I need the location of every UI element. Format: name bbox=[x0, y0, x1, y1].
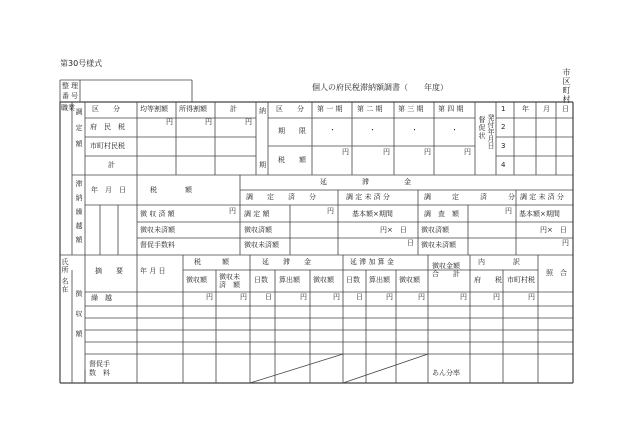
chotei-header-kintou: 均等割額 bbox=[140, 105, 168, 113]
choshu-yen-8: 円 bbox=[493, 293, 500, 301]
tainou-yen-3: 円 bbox=[505, 207, 512, 215]
tokusoku-num-3: 3 bbox=[501, 142, 506, 150]
nofu-yen-3: 円 bbox=[424, 148, 431, 156]
tainou-choshumisai-3: 徴収未済額 bbox=[421, 241, 456, 249]
form-number: 第30号様式 bbox=[60, 59, 103, 68]
choshu-yen-1: 円 bbox=[206, 293, 213, 301]
tainou-kihon-kikan-2: 基本額×期間 bbox=[519, 210, 560, 218]
tainou-sub-3: 調 定 済 分 bbox=[424, 193, 515, 201]
chotei-header-shotoku: 所得割額 bbox=[179, 105, 207, 113]
tainou-chosa-gaku: 調 査 額 bbox=[424, 210, 459, 218]
choshu-yen-5: 円 bbox=[386, 293, 393, 301]
tainou-choshumisai-2: 徴収未済額 bbox=[244, 241, 279, 249]
nofu-kigen: 期 限 bbox=[278, 127, 306, 135]
choshu-sub-6: 日数 bbox=[346, 276, 360, 284]
chotei-yen-1: 円 bbox=[166, 118, 173, 126]
nofu-yen-2: 円 bbox=[383, 148, 390, 156]
choshu-sub-7: 算出額 bbox=[369, 276, 390, 284]
tainou-sub-1: 調 定 済 分 bbox=[246, 193, 316, 201]
nofu-dot-2: ・ bbox=[369, 126, 376, 134]
tainou-nichi-1: 日 bbox=[407, 239, 414, 247]
tokusoku-vlabel2: 発付年月日 bbox=[487, 114, 495, 149]
tainou-en-ka-nichi-2: 円× 日 bbox=[540, 226, 567, 234]
nofu-header-1: 第 一 期 bbox=[317, 105, 343, 113]
seiri-label-3: 理 bbox=[71, 82, 78, 90]
choshu-yen-7: 円 bbox=[460, 293, 467, 301]
choshu-tokusoku-fee: 督促手 数 料 bbox=[89, 360, 110, 378]
tainou-yen-2: 円 bbox=[327, 207, 334, 215]
tainou-row-tokusokufee: 督促手数料 bbox=[140, 241, 175, 249]
choshu-yen-6: 円 bbox=[418, 293, 425, 301]
tainou-choshusumi-2: 徴収済額 bbox=[244, 226, 272, 234]
choshu-gokei: 徴収金額 合 計 bbox=[432, 262, 460, 279]
seiri-label-4: 号 bbox=[71, 92, 78, 100]
chotei-header-kei: 計 bbox=[230, 105, 237, 113]
nofu-header-kubun: 区 分 bbox=[276, 105, 304, 113]
choshu-yen-4: 円 bbox=[333, 293, 340, 301]
chotei-row-kei: 計 bbox=[108, 161, 115, 169]
tokusoku-num-4: 4 bbox=[501, 161, 506, 169]
tainou-sub-2: 調 定 未 済 分 bbox=[346, 193, 390, 201]
nofu-vlabel-bottom: 期 bbox=[259, 161, 266, 169]
nofu-header-3: 第 三 期 bbox=[398, 105, 424, 113]
nofu-yen-4: 円 bbox=[464, 148, 471, 156]
choshu-entai-kasan: 延 滞 加 算 金 bbox=[350, 258, 394, 266]
choshu-sub-1: 徴収額 bbox=[186, 276, 207, 284]
shokugyo-label: 職業 bbox=[61, 104, 75, 112]
tokusoku-num-2: 2 bbox=[501, 123, 506, 131]
chotei-row-shichoson: 市町村民税 bbox=[90, 142, 125, 150]
tainou-nengappi: 年 月 日 bbox=[91, 186, 126, 194]
tokusoku-num-1: 1 bbox=[501, 105, 506, 113]
choshu-kurikoshi: 繰 越 bbox=[91, 294, 112, 302]
choshu-vlabel: 徴収額 bbox=[75, 290, 83, 350]
tainou-choshusumi-3: 徴収済額 bbox=[421, 226, 449, 234]
chotei-yen-3: 円 bbox=[245, 118, 252, 126]
nofu-header-4: 第 四 期 bbox=[438, 105, 464, 113]
tainou-row-choshumisai: 徴収未済額 bbox=[140, 226, 175, 234]
choshu-uchiwake: 内 訳 bbox=[478, 258, 520, 266]
municipality-label: 市区町村 bbox=[562, 68, 571, 104]
chotei-header-kubun: 区 分 bbox=[92, 105, 120, 113]
nofu-zeigaku: 税 額 bbox=[278, 156, 306, 164]
shimei-label: 氏所 名在 bbox=[61, 258, 69, 294]
chotei-yen-2: 円 bbox=[205, 118, 212, 126]
chotei-row-fuminzei: 府 民 税 bbox=[90, 123, 125, 131]
choshu-shi-zei: 市町村税 bbox=[507, 276, 535, 284]
choshu-sub-2: 徴収未 済 額 bbox=[219, 273, 240, 290]
choshu-shoko: 照 合 bbox=[546, 269, 567, 277]
tainou-kihon-kikan-1: 基本額×期間 bbox=[352, 210, 393, 218]
nofu-header-2: 第 二 期 bbox=[357, 105, 383, 113]
tainou-entai: 延 滞 金 bbox=[320, 178, 411, 186]
tainou-zeigaku: 税 額 bbox=[150, 186, 192, 194]
choshu-tekiyo: 摘 要 bbox=[95, 267, 123, 275]
nofu-dot-4: ・ bbox=[451, 126, 458, 134]
choshu-nichi-1: 日 bbox=[265, 293, 272, 301]
nofu-dot-3: ・ bbox=[411, 126, 418, 134]
choshu-anbun: あん分率 bbox=[432, 369, 460, 377]
tainou-chotei-gaku: 調 定 額 bbox=[244, 210, 270, 218]
choshu-entai: 延 滞 金 bbox=[262, 258, 311, 266]
choshu-nengappi: 年 月 日 bbox=[140, 267, 166, 275]
nofu-vlabel-top: 納 bbox=[259, 107, 266, 115]
choshu-sub-3: 日数 bbox=[254, 276, 268, 284]
tokusoku-header-hi: 日 bbox=[562, 105, 569, 113]
nofu-dot-1: ・ bbox=[329, 126, 336, 134]
tainou-sub-4: 調 定 未 済 分 bbox=[520, 193, 564, 201]
choshu-sub-8: 徴収額 bbox=[399, 276, 420, 284]
tainou-en-ka-nichi-1: 円× 日 bbox=[380, 226, 407, 234]
tokusoku-header-tsuki: 月 bbox=[543, 105, 550, 113]
choshu-nichi-2: 日 bbox=[356, 293, 363, 301]
tainou-row-choshusumi: 徴 収 済 額 bbox=[140, 210, 175, 218]
seiri-label-1: 整 bbox=[62, 82, 69, 90]
choshu-yen-2: 円 bbox=[240, 293, 247, 301]
tainou-yen-1: 円 bbox=[229, 207, 236, 215]
nofu-yen-1: 円 bbox=[342, 148, 349, 156]
choshu-yen-9: 円 bbox=[528, 293, 535, 301]
chotei-vlabel: 調定額 bbox=[75, 108, 83, 156]
choshu-sub-4: 算出額 bbox=[279, 276, 300, 284]
seiri-label-2: 番 bbox=[62, 92, 69, 100]
tokusoku-vlabel: 督促状 bbox=[478, 116, 486, 140]
choshu-fu-zei: 府 税 bbox=[474, 276, 502, 284]
choshu-yen-3: 円 bbox=[300, 293, 307, 301]
tainou-yen-4: 円 bbox=[562, 239, 569, 247]
tokusoku-header-nen: 年 bbox=[522, 105, 529, 113]
choshu-sub-5: 徴収額 bbox=[313, 276, 334, 284]
form-title: 個人の府民税滞納額調書（ 年度） bbox=[312, 83, 448, 92]
choshu-zeigaku: 税 額 bbox=[194, 258, 229, 266]
tainou-vlabel: 滞納繰越額 bbox=[75, 180, 83, 250]
